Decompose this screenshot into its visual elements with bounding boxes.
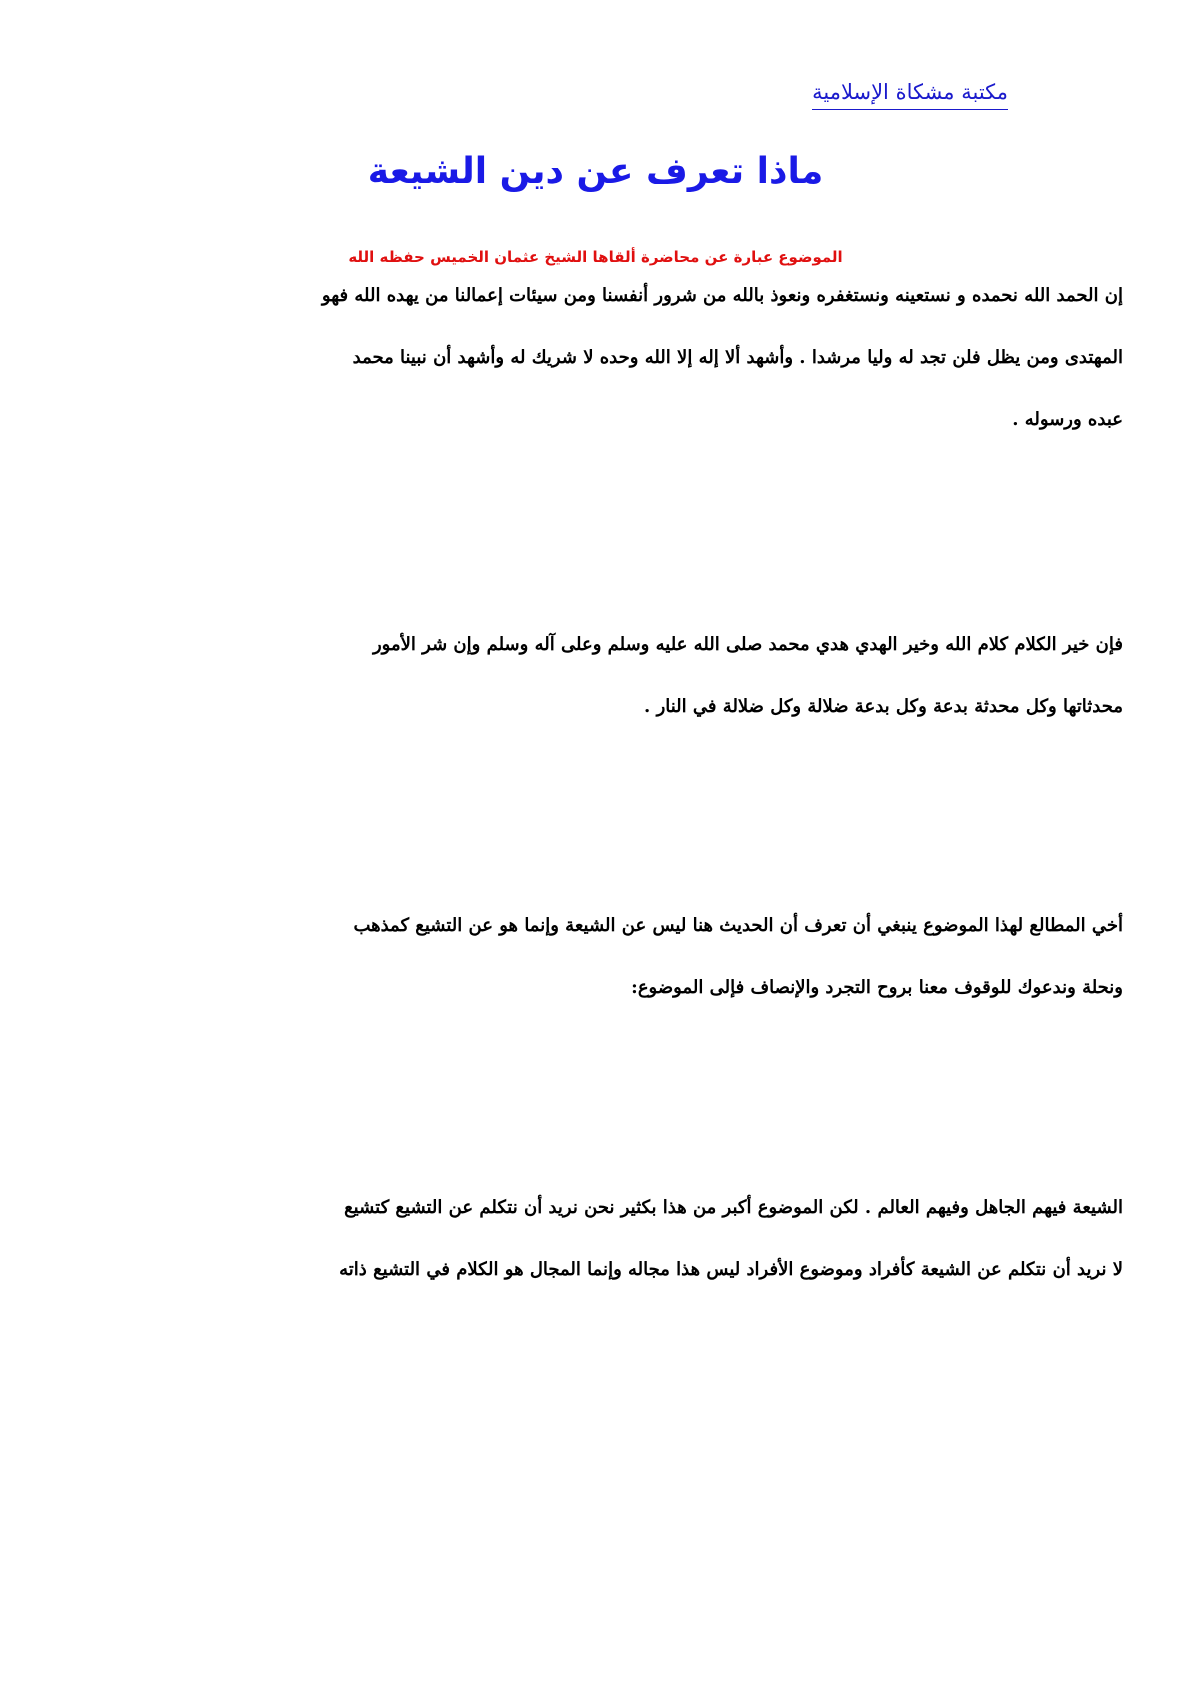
paragraph-1 <box>198 281 1123 435</box>
text-line: ونحلة وندعوك للوقوف معنا بروح التجرد والإنصاف فإلى الموضوع: <box>631 977 1123 998</box>
text-line: إن الحمد الله نحمده و نستعينه ونستغفره ونعوذ بالله من شرور أنفسنا ومن سيئات إعمالنا من يهده الله فهو <box>321 285 1123 306</box>
document-subtitle: الموضوع عبارة عن محاضرة ألقاها الشيخ عثمان الخميس حفظه الله <box>348 248 843 266</box>
library-link[interactable]: مكتبة مشكاة الإسلامية <box>812 80 1008 110</box>
text-line: المهتدى ومن يظل فلن تجد له وليا مرشدا . وأشهد ألا إله إلا الله وحده لا شريك له وأشهد أن نبينا محمد <box>352 347 1123 368</box>
paragraph-3 <box>198 911 1123 1003</box>
text-line: محدثاتها وكل محدثة بدعة وكل بدعة ضلالة وكل ضلالة في النار . <box>644 696 1123 717</box>
text-line: لا نريد أن نتكلم عن الشيعة كأفراد وموضوع الأفراد ليس هذا مجاله وإنما المجال هو الكلام في التشيع ذاته <box>339 1259 1123 1280</box>
text-line: الشيعة فيهم الجاهل وفيهم العالم . لكن الموضوع أكبر من هذا بكثير نحن نريد أن نتكلم عن التشيع كتشيع <box>344 1197 1123 1218</box>
document-title: ماذا تعرف عن دين الشيعة <box>367 151 824 192</box>
text-line: فإن خير الكلام كلام الله وخير الهدي هدي محمد صلى الله عليه وسلم وعلى آله وسلم وإن شر الأمور <box>372 634 1123 655</box>
paragraph-2 <box>198 630 1123 722</box>
text-line: أخي المطالع لهذا الموضوع ينبغي أن تعرف أن الحديث هنا ليس عن الشيعة وإنما هو عن التشيع كمذهب <box>353 915 1123 936</box>
text-line: عبده ورسوله . <box>1012 409 1123 430</box>
paragraph-4 <box>198 1193 1123 1285</box>
